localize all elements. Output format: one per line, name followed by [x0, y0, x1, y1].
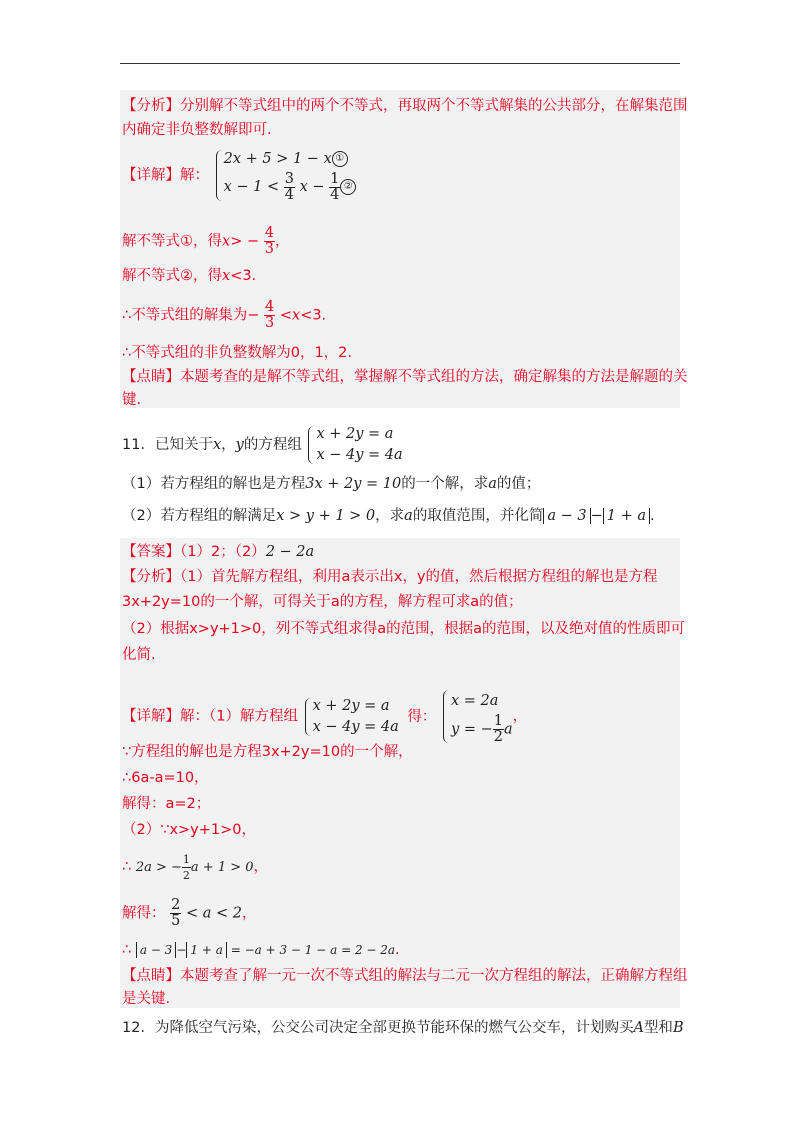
system-row-1: 2x + 5 > 1 − x ①	[224, 148, 357, 171]
answer: 【答案】（1）2；（2）2 − 2a	[122, 544, 315, 560]
question-11-part-2: （2）若方程组的解满足x > y + 1 > 0，求a的取值范围，并化简 a − 3 − 1 + a .	[122, 508, 655, 524]
detail-2-system: x + 2y = a x − 4y = 4a	[303, 696, 399, 738]
step-1: 解不等式①，得x> − $\frac{4}{3}$ ，	[122, 225, 290, 257]
header-rule	[120, 63, 680, 64]
inequality-system	[214, 148, 357, 203]
analysis-text: 分别解不等式组中的两个不等式，再取两个不等式解集的公共部分，在解集范围	[180, 98, 688, 114]
analysis-1-line-2	[122, 120, 272, 140]
analysis-1-line-1	[122, 96, 688, 116]
comment-1-line-2: 键.	[122, 392, 142, 408]
comment-1-line-1: 【点睛】本题考查的是解不等式组，掌握解不等式组的方法，确定解集的方法是解题的关	[122, 369, 688, 385]
question-12-stem: 12．为降低空气污染，公交公司决定全部更换节能环保的燃气公交车，计划购买A型和B	[122, 1020, 684, 1036]
comment-2-line-2: 是关键.	[122, 991, 171, 1007]
analysis-text-cont: 内确定非负整数解即可.	[122, 122, 272, 138]
analysis-2-line-2: 3x+2y=10的一个解，可得关于a的方程，解方程可求a的值；	[122, 594, 523, 610]
detail-2-line-7: ∴ a − 3 − 1 + a = −a + 3 − 1 − a = 2 − 2a.	[122, 942, 400, 958]
system-row-2: x − 1 < $\frac{3}{4}$ x − $\frac{1}{4}$ ②	[224, 171, 357, 203]
detail-tag: 【详解】	[122, 167, 180, 184]
circled-2: ②	[340, 179, 356, 195]
step-2: 解不等式②，得x<3.	[122, 268, 257, 284]
analysis-2-line-4: 化简.	[122, 647, 156, 663]
detail-2-line-5: ∴ 2a > − $\frac{1}{2}$ a + 1 > 0，	[122, 853, 269, 882]
detail-2-line-2: ∴6a-a=10，	[122, 770, 209, 786]
analysis-tag: 【分析】	[122, 98, 180, 114]
detail-2-line-4: （2）∵x>y+1>0，	[122, 822, 257, 838]
analysis-2-line-3: （2）根据x>y+1>0，列不等式组求得a的范围，根据a的范围，以及绝对值的性质即可	[122, 621, 686, 637]
analysis-2-line-1: 【分析】（1）首先解方程组，利用a表示出x，y的值，然后根据方程组的解也是方程	[122, 569, 658, 585]
detail-1	[122, 148, 356, 203]
detail-intro: 解：	[180, 167, 209, 184]
question-11-part-1: （1）若方程组的解也是方程3x + 2y = 10的一个解，求a的值；	[122, 476, 541, 492]
detail-2: 【详解】解：（1）解方程组 x + 2y = a x − 4y = 4a 得： x = 2a y = − $\frac{1}{2}$ a ，	[122, 688, 527, 745]
question-11-stem: 11．已知关于x，y的方程组 x + 2y = a x − 4y = 4a	[122, 424, 403, 466]
comment-2-line-1: 【点睛】本题考查了解一元一次不等式组的解法与二元一次方程组的解法，正确解方程组	[122, 968, 688, 984]
equation-system: x + 2y = a x − 4y = 4a	[306, 424, 402, 466]
step-3: ∴不等式组的解集为− $\frac{4}{3}$ <x<3.	[122, 299, 327, 331]
step-4: ∴不等式组的非负整数解为0，1，2.	[122, 345, 353, 361]
detail-2-line-6: 解得： $\frac{2}{5}$ < a < 2，	[122, 897, 257, 929]
detail-2-line-1: ∵方程组的解也是方程3x+2y=10的一个解，	[122, 744, 413, 760]
comment-tag: 【点睛】	[122, 369, 180, 385]
detail-2-result: x = 2a y = − $\frac{1}{2}$ a	[441, 688, 513, 745]
question-number: 11．	[122, 437, 155, 453]
answer-tag: 【答案】	[122, 544, 180, 560]
circled-1: ①	[332, 151, 348, 167]
detail-2-line-3: 解得：a=2；	[122, 796, 211, 812]
